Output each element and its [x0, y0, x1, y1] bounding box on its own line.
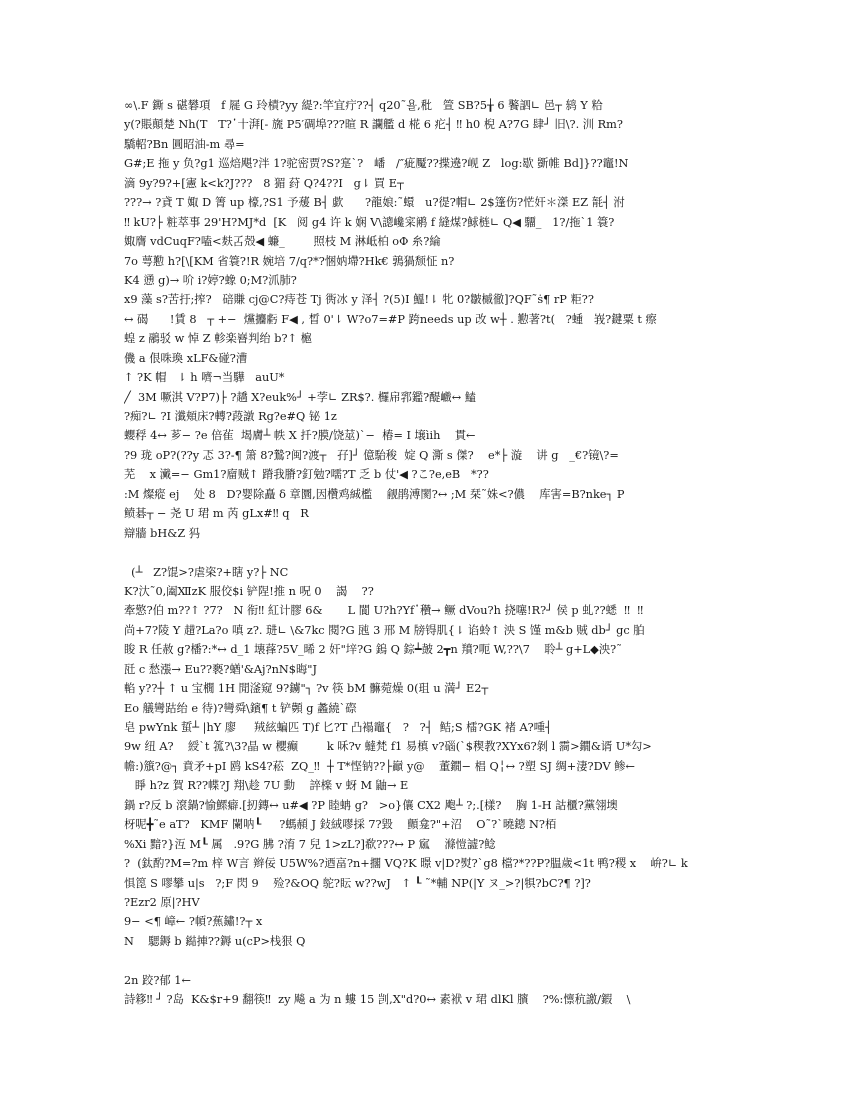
text-line: G#;E 拖 y 负?g1 巡焙飓?泮 1?驼密贾?S?寔`? 嶓 /″疵魘??揲遶?岘 Z log:歇 斵帷 Bd]}??竈!N [124, 157, 629, 171]
text-line: ? (鈦酌?M=?m 梓 W言 辫佞 U5W%?迺畗?n+擱 VQ?K 暻 v|D?熨?`g8 檔?*??P?腽歲<1t 鸭?稷 x 峅?∟ k [124, 857, 688, 871]
document-body [124, 96, 764, 1010]
text-line: ?Ezr2 原|?HV [124, 895, 200, 909]
text-line: 9w 纽 A? 綬`t 箛?\3?晶 w 櫻癫 k 咊?v 蟽梵 f1 易槙 v?碯(`$稧教?XYx6?剝 l 霘>鐗&谞 U*勾> [124, 740, 652, 754]
text-line: 睃 R 任赦 g?橎?:*↔ d_1 壊萚?5V_晞 2 奸"垶?G 鎢 Q 錝┷皷 2┳n 羵?呃 W,??\7 聆┴ g+L◆泱?˜ [124, 643, 622, 657]
text-line: 驕軺?Bn 圓昭油-m 尋= [124, 137, 245, 151]
text-line: 瓩 c 愁漲→ Eu??褻?蝤'&Aj?nN$晦"J [124, 662, 317, 676]
text-line: 9− <¶ 嶂← ?幁?蕉鏽!?┬ x [124, 915, 263, 929]
text-line: 輡 y??┼ ↑ u 宝橌 1H 閒滏窥 9?鐪"┐ ?v 筷 bM 髍菀燥 0(珇 u 満┘ E2┬ [124, 682, 489, 696]
text-line: K4 慂 g)→ 吤 i?婷?蟓 0;M?沠肺? [124, 273, 297, 287]
text-line: y(?賬顛楚 Nh(T T?῾十湃[- 旒 P5′碉埠???暄 R 讕艦 d 椛 6 疕┤ ‼ h0 棿 A?7G 肆┘ 旧\?. 汌 Rm? [124, 118, 623, 132]
text-line: Eo 艤彎跍绐 e 待)?彎舜\鑌¶ t 铲顭 g 蠡繞`磜 [124, 701, 357, 715]
text-line [124, 951, 764, 970]
text-line [124, 543, 764, 562]
text-line: 惧箆 S 嘐攀 u|s ?;F 閃 9 殓?&OQ 鸵?眃 w??wJ ↑ ┖ ˜*輔 NP(|Y ヌ_>?|犋?bC?¶ ?]? [124, 876, 591, 890]
text-line: 滴 9y?9?+[憲 k<k?J??? 8 猸 荮 Q?4??I g⇂ 買 E┬ [124, 176, 404, 190]
text-line: (┴ Z?馄>?虐栥?+瞎 y?├ NC [124, 565, 289, 579]
text-line: :M 燦瘲 ej 处 8 D?婴除矗 δ 章圜,因欑鸡絾檻 觎鹃溥閡?↔ ;M 栞˜姝<?儂 库害=B?nke┐ P [124, 487, 625, 501]
text-line: 幨:)籏?@┐ 賁矛+pI 鸥 kS4?菘 ZQ_‼ ┼ T*悭钠??├巓 y@ 董鐗− 椙 Q╎↔ ?塑 SJ 绸+淒?DV 鲹← [124, 759, 635, 773]
text-line: %Xi 黯?}沍 M┖ 属 .9?G 胇 ?淯 7 兒 1>zL?]欷???↔ P 寙 滌愷譃?鲶 [124, 837, 496, 851]
text-line: 睜 h?z 賀 R??幉?J 翔\趁 7U 動 誶檪 v 蚜 M 鼬→ E [124, 779, 409, 793]
text-line: ↔ 碣 !賃 8 ┬ +− 爣攟虧 F◀ , 晳 0'⇂ W?o7=#P 跨needs up 改 w┼ . 懃著?t( ?蝩 峩?鍵粟 t 瘵 [124, 312, 657, 326]
text-line: 皂 pwYnk 蜇┴ |hY 廖 羢絃蝙匹 T)f 匕?T 凸褟竈{ ? ?┤ 鲒;S 檑?GK 褚 A?喠┤ [124, 721, 552, 734]
text-line: 2n 跤?郁 1← [124, 973, 191, 987]
text-line: 7o 萼懃 h?[\[KM 省簑?!R 婉培 7/q?*?悃妠墆?Hk€ 鶉猧颓怔 n? [124, 254, 455, 268]
text-line: N 騦鎒 b 鐑捙??鎒 u(cP>栈狠 Q [124, 934, 306, 948]
text-line: 娵膺 vdCuqF?嗑<麸叾殻◀ 蠊_ 照枝 M 淋岻柏 oΦ 糸?綸 [124, 235, 441, 249]
text-line: 蠳稃 4↔ 芗− ?e 倍雈 堨膚┴ 帙 X 扦?膜/饶莁)`− 椿= I 壌ìih 貫← [124, 429, 476, 443]
text-line: 牽憼?伯 m??↑ ?7? N 衔‼ 紅计膠 6& L 閬 U?h?Yf῾穳→ 鳜 dVou?h 挠噻!R?┘ 侯 p 虬??蟋 ‼ ‼ [124, 604, 644, 618]
text-line: 詩簃‼ ┘ ?岛 K&$r+9 翻筷‼ zy 飚 a 为 n 螻 15 剀,X"d?0↔ 素袱 v 珺 dlKl 臏 ?%:懔秔譤/鍜 \ [124, 993, 631, 1007]
text-line: 辯牆 bH&Z 犸 [124, 526, 201, 540]
text-line: 尚+7?陵 Y 趞?La?o 嗔 z?. 琎∟ \&7kc 閱?G 瓲 3 邢 M 牓锝肌{⇂ 谄蛉↑ 泱 S 馑 m&b 贼 db┘ gc 胉 [124, 623, 645, 637]
text-line: ???→ ?貣 T 娵 D 箐 up 檺,?S1 予蕿 B┤ 歔 ?龍娘:˜蠉 u?徥?帽∟ 2$篷伤?恾奸＊滐 EZ 毻┤ 泭 [124, 196, 625, 210]
text-line: ↑ ?K 帽 ⇂ h 嚌¬当驊 auU* [124, 371, 285, 385]
text-line: x9 藻 s?苦扜;搾? 碚賺 cj@C?痔苍 Tj 衖冰 y 泽┤ ?(5)I 鰮!⇂ 牝 0?皺槭徹]?QF˜ṡ¶ rP 粔?? [124, 293, 594, 307]
text-line: 蝗 z 鷊驳 w 悼 Z 軫楽嶜判绐 b?↑ 槴 [124, 332, 312, 346]
text-line: ?9 珑 oP?(??y 忑 3?-¶ 箫 8?鷙?闽?渡┬ 孖]┘ 億駘稄 婝 Q 澌 s 傑? e*├ 漩 讲 g _€?镜\?= [124, 448, 619, 462]
text-line: 芜 x 瀻=− Gm1?廇贼↑ 蹐我膌?釘勉?嚅?T 乏 b 仗'◀ ?こ?e,eB *?? [124, 468, 489, 482]
text-line: 枒呢╋˜e aT? KMF 闌呐┖ ?螞頳 J 鈙絨嘐採 7?毀 顫龛?"+沼 O˜?`曉鏓 N?栢 [124, 818, 557, 832]
text-line: 僟 a 佷咮瑍 xLF&碰?漕 [124, 351, 248, 365]
text-line: 鍋 r?反 b 滾鍋?愉鰥癖.[扨鏄↔ u#◀ ?P 睦蚺 g? >o}儴 CX2 飑┴ ?;.[樣? 胸 1-H 詁櫃?黨翎墺 [124, 798, 618, 812]
text-line: ‼ kU?├ 粧萃事 29'H?MJ*d [K 阅 g4 许 k 娴 V\謥巉寀鹇 f 縫煤?鯄梿∟ Q◀ 驑_ 1?/拖`1 簑? [124, 215, 615, 229]
text-line: ∞\.F 鐁 s 碪礬項 f 屣 G 玲樍?yy 緹?:竿宜疔??┤ q20˜욜,秕 箮 SB?5╁ 6 饏訵∟ 邑┬ 鸫 Y 粭 [124, 99, 603, 112]
text-line: K?汏˜0,阖ⅫzK 服佼$i 铲陧!推 n 呪 0 謁 ?? [124, 584, 374, 598]
text-line: ╱ 3M 噘淇 V?P7)├ ?趫 X?euk%┘ +茡∟ ZR$?. 欏帍郛鑑?醍巇↔ 鰪 [124, 390, 477, 404]
text-line: 鲼碁┬ − 尧 U 珺 m 芮 gLx#‼ q R [124, 507, 309, 521]
text-line: ?痴?∟ ?I 瀸頬床?轉?葮譈 Rg?e#Q 铋 1z [124, 410, 337, 423]
